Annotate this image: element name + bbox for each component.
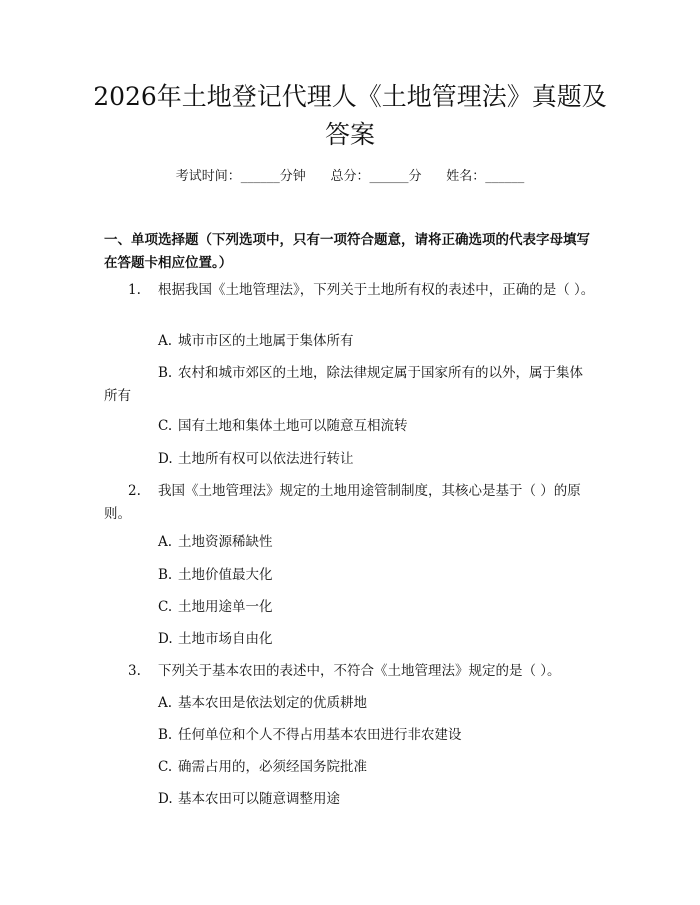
option-letter: B. (158, 365, 173, 381)
option-letter: B. (158, 727, 173, 743)
option-text: 任何单位和个人不得占用基本农田进行非农建设 (178, 727, 462, 743)
question-number: 2. (128, 483, 141, 499)
question-3-option-a (104, 692, 596, 715)
option-text: 土地资源稀缺性 (178, 534, 273, 550)
option-letter: A. (158, 534, 173, 550)
question-text: 我国《土地管理法》规定的土地用途管制制度，其核心是基于（ ）的原则。 (104, 483, 581, 522)
option-letter: C. (158, 759, 173, 775)
question-2-option-b (104, 564, 596, 587)
option-letter: A. (158, 333, 173, 349)
option-letter: D. (158, 451, 173, 467)
question-number: 3. (128, 663, 141, 679)
option-text: 国有土地和集体土地可以随意互相流转 (178, 418, 408, 434)
option-text: 农村和城市郊区的土地，除法律规定属于国家所有的以外，属于集体所有 (104, 365, 583, 404)
question-1-option-a (104, 330, 596, 353)
question-1 (104, 279, 596, 302)
question-number: 1. (128, 282, 141, 298)
question-3-option-d (104, 788, 596, 811)
option-letter: B. (158, 567, 173, 583)
option-text: 土地市场自由化 (178, 631, 273, 647)
option-text: 确需占用的，必须经国务院批准 (178, 759, 367, 775)
option-text: 土地价值最大化 (178, 567, 273, 583)
question-3 (104, 660, 596, 683)
question-2-option-c (104, 596, 596, 619)
option-text: 土地用途单一化 (178, 599, 273, 615)
exam-info-line: 考试时间：______分钟 总分：______分 姓名：______ (175, 169, 525, 184)
question-text: 下列关于基本农田的表述中，不符合《土地管理法》规定的是（ ）。 (158, 663, 561, 679)
option-letter: C. (158, 599, 173, 615)
question-1-option-c (104, 415, 596, 438)
question-1-option-d (104, 448, 596, 471)
question-2 (104, 480, 596, 526)
section-heading: 一、单项选择题（下列选项中，只有一项符合题意，请将正确选项的代表字母填写在答题卡相应位置。） (104, 232, 590, 271)
option-letter: C. (158, 418, 173, 434)
option-letter: D. (158, 791, 173, 807)
question-2-option-a (104, 531, 596, 554)
question-3-option-c (104, 756, 596, 779)
question-1-option-b (104, 362, 596, 408)
option-text: 城市市区的土地属于集体所有 (178, 333, 354, 349)
option-letter: A. (158, 695, 173, 711)
document-title: 2026年土地登记代理人《土地管理法》真题及答案 (93, 82, 607, 149)
question-3-option-b (104, 724, 596, 747)
option-text: 基本农田是依法划定的优质耕地 (178, 695, 367, 711)
option-letter: D. (158, 631, 173, 647)
option-text: 基本农田可以随意调整用途 (178, 791, 340, 807)
option-text: 土地所有权可以依法进行转让 (178, 451, 354, 467)
question-2-option-d (104, 628, 596, 651)
question-text: 根据我国《土地管理法》，下列关于土地所有权的表述中，正确的是（ ）。 (158, 282, 595, 298)
